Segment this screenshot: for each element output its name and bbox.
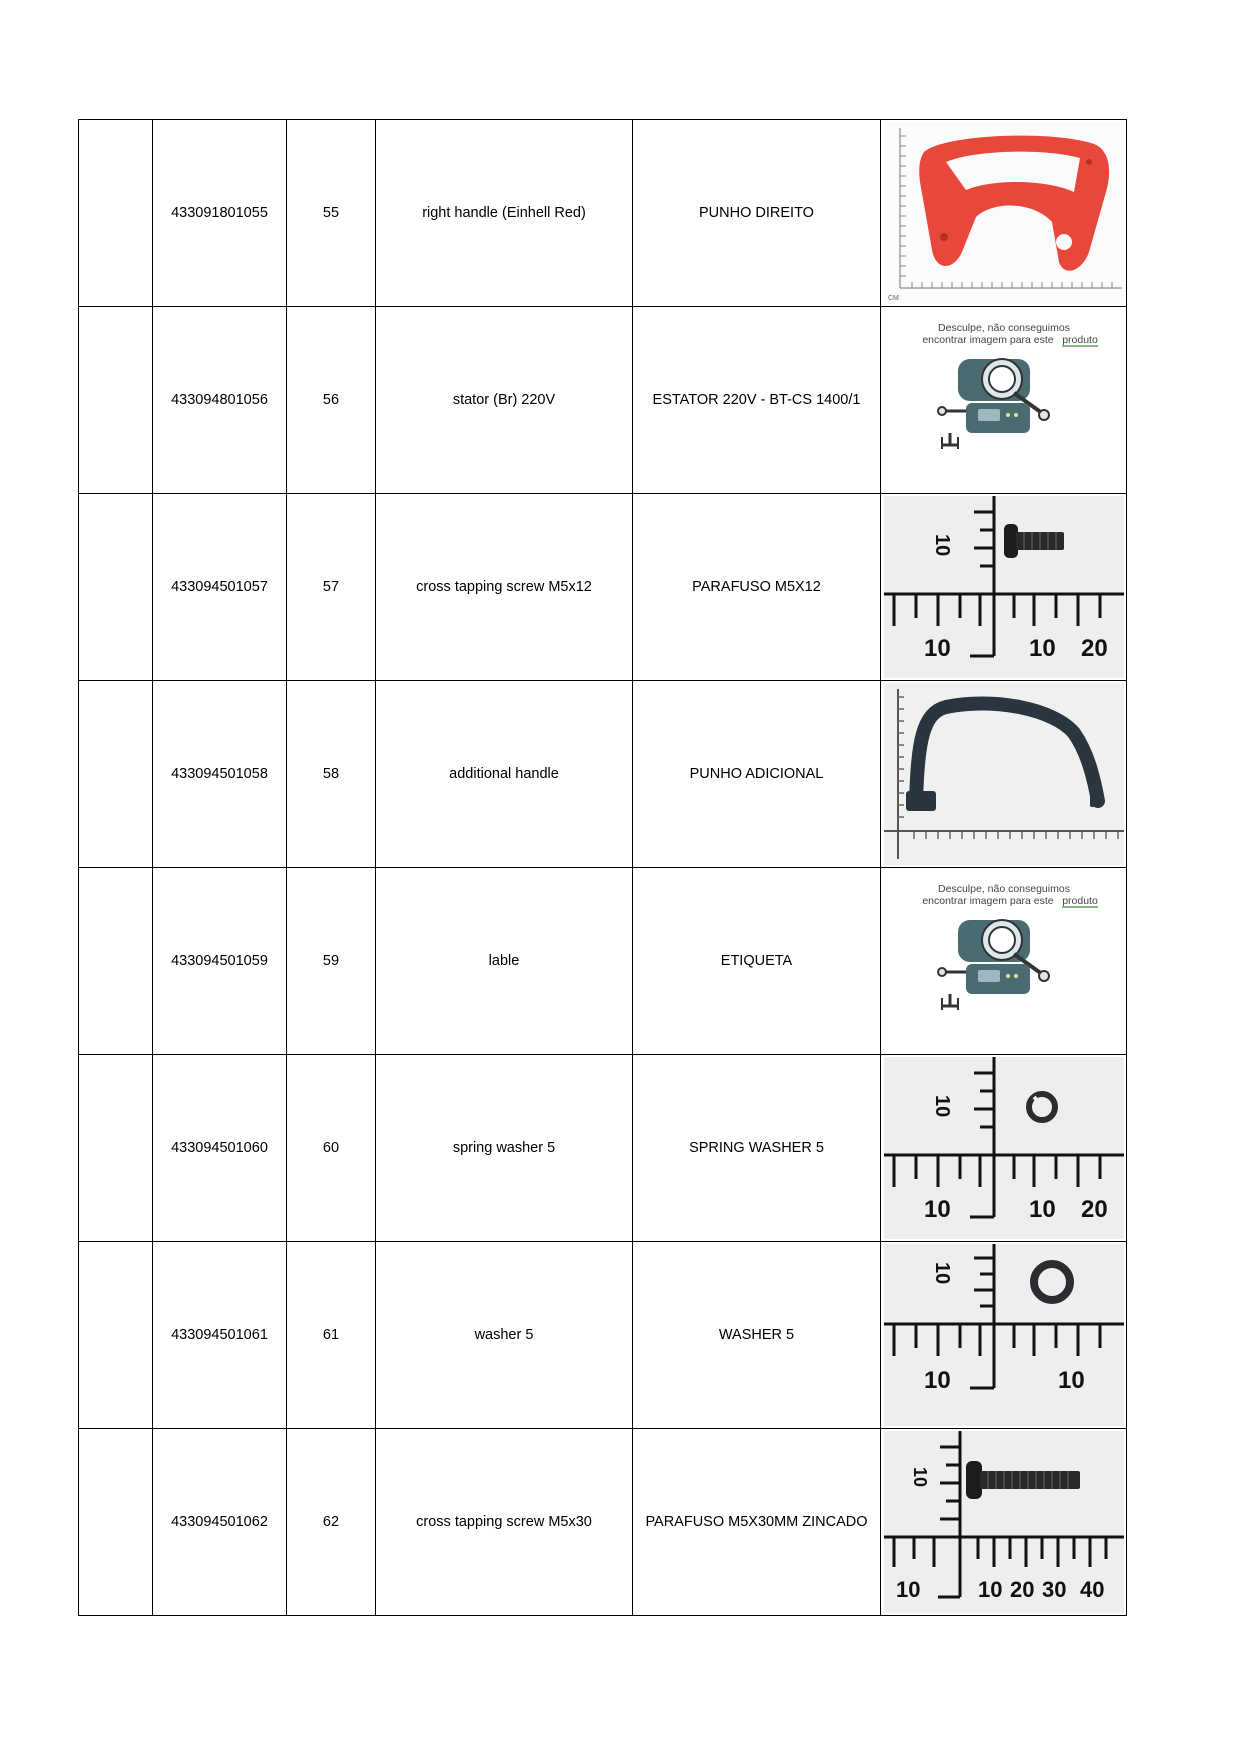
- part-code: 433094501058: [153, 681, 287, 868]
- svg-text:10: 10: [1028, 1196, 1056, 1223]
- table-row: [79, 1429, 1127, 1616]
- description-pt: PUNHO DIREITO: [633, 120, 881, 307]
- svg-text:20: 20: [1080, 635, 1108, 662]
- svg-text:10: 10: [930, 534, 953, 557]
- part-code: 433094501062: [153, 1429, 287, 1616]
- table-row: [79, 681, 1127, 868]
- part-image-cell: [881, 1242, 1127, 1429]
- svg-text:30: 30: [1041, 1577, 1066, 1602]
- part-code: 433091801055: [153, 120, 287, 307]
- robot-icon: [938, 920, 1049, 1010]
- table-row: [79, 1055, 1127, 1242]
- description-en: additional handle: [376, 681, 633, 868]
- part-code: 433094501059: [153, 868, 287, 1055]
- svg-text:40: 40: [1079, 1577, 1104, 1602]
- position-number: 57: [287, 494, 376, 681]
- part-image-cell: [881, 681, 1127, 868]
- position-number: 58: [287, 681, 376, 868]
- position-number: 55: [287, 120, 376, 307]
- placeholder-link: produto: [1061, 334, 1098, 346]
- part-code: 433094501061: [153, 1242, 287, 1429]
- spring-washer-photo: [884, 1057, 1124, 1239]
- empty-cell: [79, 1242, 153, 1429]
- empty-cell: [79, 1055, 153, 1242]
- svg-text:10: 10: [923, 635, 951, 662]
- description-pt: ESTATOR 220V - BT-CS 1400/1: [633, 307, 881, 494]
- part-image-cell: [881, 1429, 1127, 1616]
- svg-text:10: 10: [909, 1467, 930, 1488]
- svg-text:10: 10: [1057, 1367, 1085, 1394]
- placeholder-link: produto: [1061, 895, 1098, 907]
- placeholder-line1: Desculpe, não conseguimos: [937, 322, 1070, 334]
- short-screw-photo: [884, 496, 1124, 678]
- part-image-cell: [881, 868, 1127, 1055]
- description-pt: ETIQUETA: [633, 868, 881, 1055]
- description-en: washer 5: [376, 1242, 633, 1429]
- position-number: 59: [287, 868, 376, 1055]
- description-en: lable: [376, 868, 633, 1055]
- svg-text:20: 20: [1080, 1196, 1108, 1223]
- description-en: cross tapping screw M5x12: [376, 494, 633, 681]
- part-image-cell: [881, 1055, 1127, 1242]
- svg-text:10: 10: [930, 1262, 953, 1285]
- empty-cell: [79, 868, 153, 1055]
- description-en: stator (Br) 220V: [376, 307, 633, 494]
- svg-text:10: 10: [930, 1095, 953, 1118]
- part-image-cell: [881, 494, 1127, 681]
- svg-text:10: 10: [1028, 635, 1056, 662]
- svg-text:10: 10: [977, 1577, 1002, 1602]
- table-row: [79, 1242, 1127, 1429]
- svg-text:10: 10: [923, 1196, 951, 1223]
- table-row: [79, 307, 1127, 494]
- table-row: [79, 494, 1127, 681]
- svg-text:10: 10: [923, 1367, 951, 1394]
- empty-cell: [79, 494, 153, 681]
- description-pt: WASHER 5: [633, 1242, 881, 1429]
- position-number: 62: [287, 1429, 376, 1616]
- no-image-placeholder: [884, 309, 1124, 491]
- robot-icon: [938, 359, 1049, 449]
- position-number: 61: [287, 1242, 376, 1429]
- description-pt: PUNHO ADICIONAL: [633, 681, 881, 868]
- table-row: [79, 868, 1127, 1055]
- parts-table: [78, 119, 1127, 1616]
- part-code: 433094801056: [153, 307, 287, 494]
- empty-cell: [79, 1429, 153, 1616]
- empty-cell: [79, 307, 153, 494]
- no-image-placeholder: [884, 870, 1124, 1052]
- description-pt: PARAFUSO M5X30MM ZINCADO: [633, 1429, 881, 1616]
- svg-text:10: 10: [895, 1577, 920, 1602]
- svg-text:CM: CM: [887, 295, 899, 302]
- table-row: [79, 120, 1127, 307]
- part-code: 433094501060: [153, 1055, 287, 1242]
- description-en: cross tapping screw M5x30: [376, 1429, 633, 1616]
- part-image-cell: [881, 307, 1127, 494]
- svg-text:20: 20: [1009, 1577, 1034, 1602]
- additional-handle-photo: [884, 683, 1124, 865]
- empty-cell: [79, 120, 153, 307]
- long-screw-photo: [884, 1431, 1124, 1613]
- description-pt: PARAFUSO M5X12: [633, 494, 881, 681]
- position-number: 56: [287, 307, 376, 494]
- placeholder-line2: encontrar imagem para este: [921, 334, 1054, 346]
- part-code: 433094501057: [153, 494, 287, 681]
- red-handle-photo: [884, 122, 1124, 304]
- description-pt: SPRING WASHER 5: [633, 1055, 881, 1242]
- washer-photo: [884, 1244, 1124, 1426]
- position-number: 60: [287, 1055, 376, 1242]
- placeholder-line2: encontrar imagem para este: [921, 895, 1054, 907]
- part-image-cell: [881, 120, 1127, 307]
- description-en: right handle (Einhell Red): [376, 120, 633, 307]
- description-en: spring washer 5: [376, 1055, 633, 1242]
- placeholder-line1: Desculpe, não conseguimos: [937, 883, 1070, 895]
- empty-cell: [79, 681, 153, 868]
